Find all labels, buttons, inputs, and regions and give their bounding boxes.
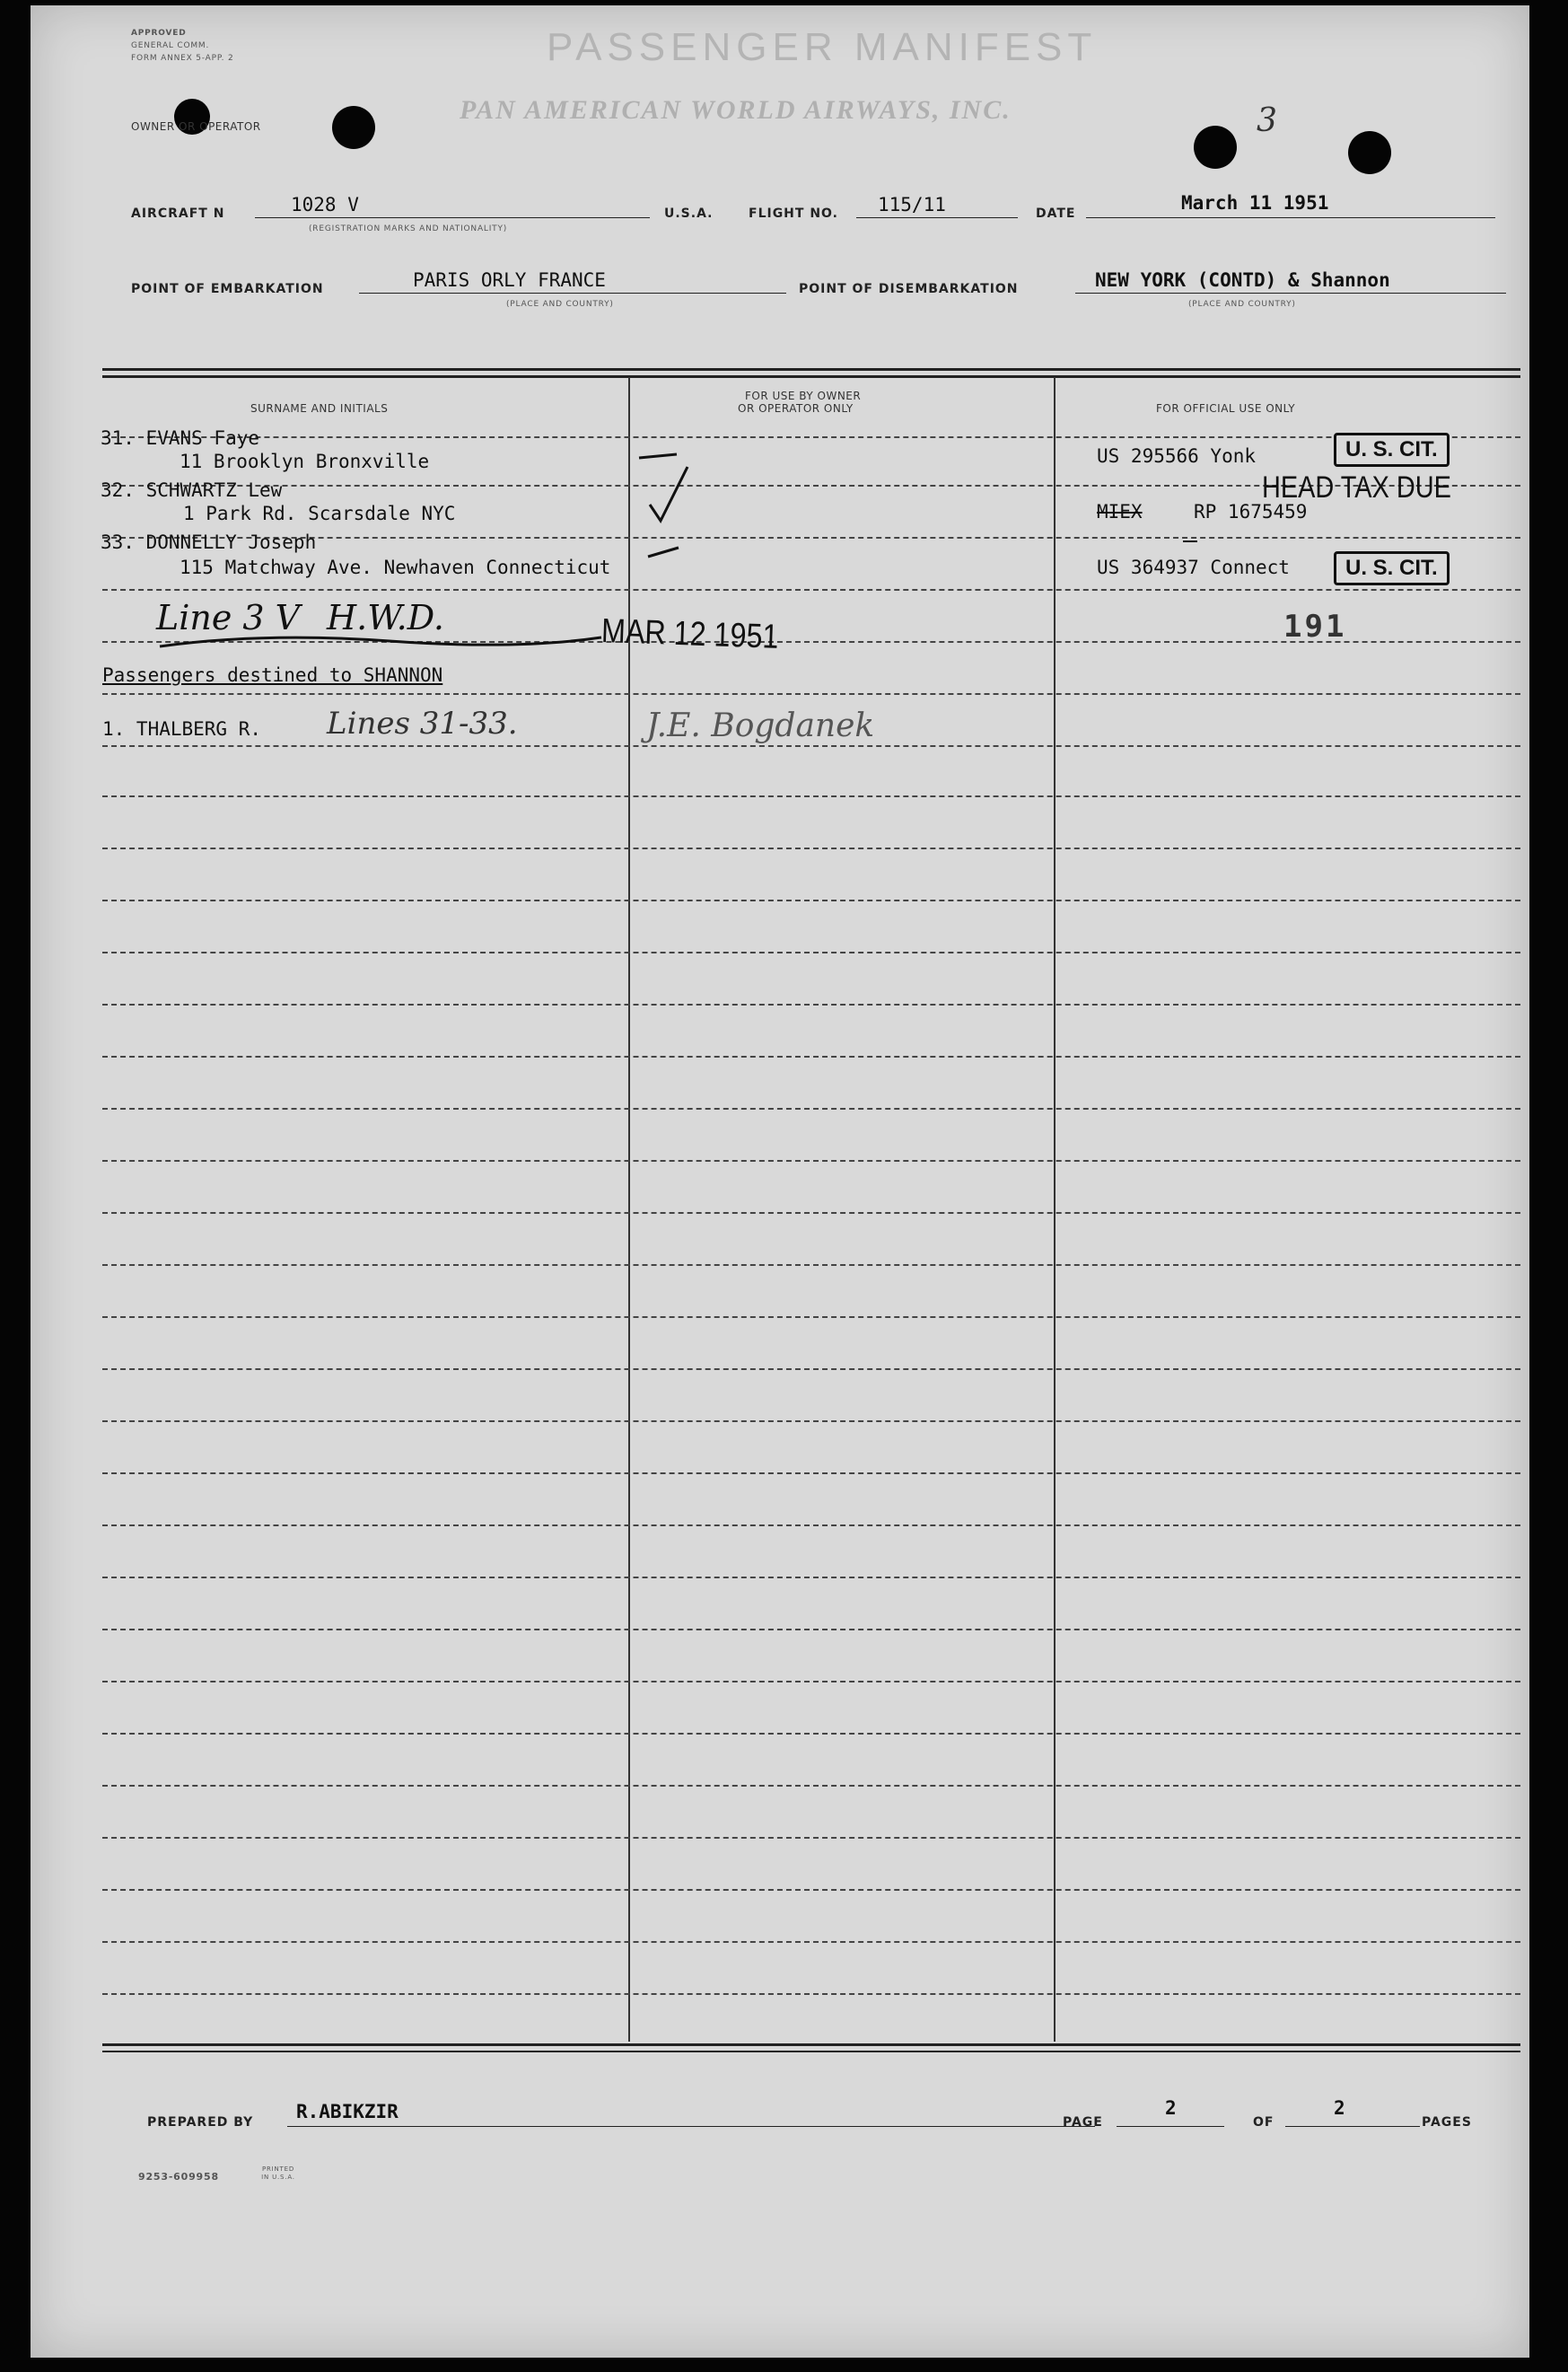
embark-note: (PLACE AND COUNTRY) [506,300,614,309]
prepared-value: R.ABIKZIR [296,2101,399,2122]
form-number: 9253-609958 [138,2171,219,2183]
official-signature: J.E. Bogdanek [646,707,875,744]
approval-line: GENERAL COMM. [131,41,210,50]
col-header-surname: SURNAME AND INITIALS [250,402,389,415]
us-citizen-stamp: U. S. CIT. [1334,433,1450,467]
disembark-label: POINT OF DISEMBARKATION [799,282,1019,296]
of-value: 2 [1334,2097,1345,2119]
handwritten-lines: Lines 31-33. [327,706,518,742]
header-rule [102,368,1520,371]
struck-text: MIEX [1097,501,1143,523]
passenger-address: 1 Park Rd. Scarsdale NYC [183,503,456,524]
flight-value: 115/11 [878,194,946,215]
col-header-operator: OR OPERATOR ONLY [738,402,854,415]
dash-mark-icon [1181,537,1199,546]
punch-hole [332,106,375,149]
head-tax-stamp: HEAD TAX DUE [1262,470,1451,505]
owner-label: OWNER OR OPERATOR [131,120,261,133]
page-mark: 3 [1257,102,1277,139]
date-value: March 11 1951 [1181,192,1329,214]
footer-rule [102,2051,1520,2052]
footer-rule [102,2043,1520,2046]
disembark-note: (PLACE AND COUNTRY) [1188,300,1296,309]
passenger-official: RP 1675459 [1194,501,1308,523]
of-label: OF [1253,2115,1275,2130]
page-label: PAGE [1063,2115,1103,2130]
embark-value: PARIS ORLY FRANCE [413,269,606,291]
manifest-sheet [31,5,1529,2358]
punch-hole [1194,126,1237,169]
handwritten-initials: H.W.D. [327,598,444,637]
passenger-name: 33. DONNELLY Joseph [101,532,317,553]
col-header-official: FOR OFFICIAL USE ONLY [1156,402,1296,415]
aircraft-note: (REGISTRATION MARKS AND NATIONALITY) [309,224,508,233]
form-title: PASSENGER MANIFEST [547,25,1098,69]
passenger-name: 31. EVANS Faye [101,427,260,449]
check-mark-icon [637,451,691,540]
aircraft-label: AIRCRAFT N [131,206,225,221]
shannon-entry: 1. THALBERG R. [102,718,262,740]
approval-line: APPROVED [131,29,187,38]
passenger-official: US 295566 Yonk [1097,445,1257,467]
pages-label: PAGES [1422,2115,1472,2130]
owner-value: PAN AMERICAN WORLD AIRWAYS, INC. [460,95,1012,125]
aircraft-value: 1028 V [291,194,359,215]
passenger-address: 11 Brooklyn Bronxville [180,451,430,472]
header-rule [102,375,1520,378]
record-number: 191 [1283,609,1347,645]
column-divider [1054,377,1056,2042]
passenger-official: US 364937 Connect [1097,557,1290,578]
col-header-operator: FOR USE BY OWNER [745,390,862,402]
shannon-heading: Passengers destined to SHANNON [102,664,443,686]
dash-mark-icon [646,544,682,562]
approval-line: FORM ANNEX 5-APP. 2 [131,54,234,63]
date-label: DATE [1036,206,1076,221]
passenger-name: 32. SCHWARTZ Lew [101,479,283,501]
flight-label: FLIGHT NO. [749,206,838,221]
usa-label: U.S.A. [664,206,714,221]
punch-hole [1348,131,1391,174]
disembark-value: NEW YORK (CONTD) & Shannon [1095,269,1390,291]
embark-label: POINT OF EMBARKATION [131,282,324,296]
printed-in-usa: PRINTED IN U.S.A. [261,2166,295,2181]
prepared-label: PREPARED BY [147,2115,254,2130]
page-value: 2 [1165,2097,1177,2119]
passenger-address: 115 Matchway Ave. Newhaven Connecticut [180,557,611,578]
us-citizen-stamp: U. S. CIT. [1334,551,1450,585]
date-received-stamp: MAR 12 1951 [600,612,780,656]
underline-stroke [156,625,605,652]
handwritten-lines-note: Line 3 V [156,598,301,637]
